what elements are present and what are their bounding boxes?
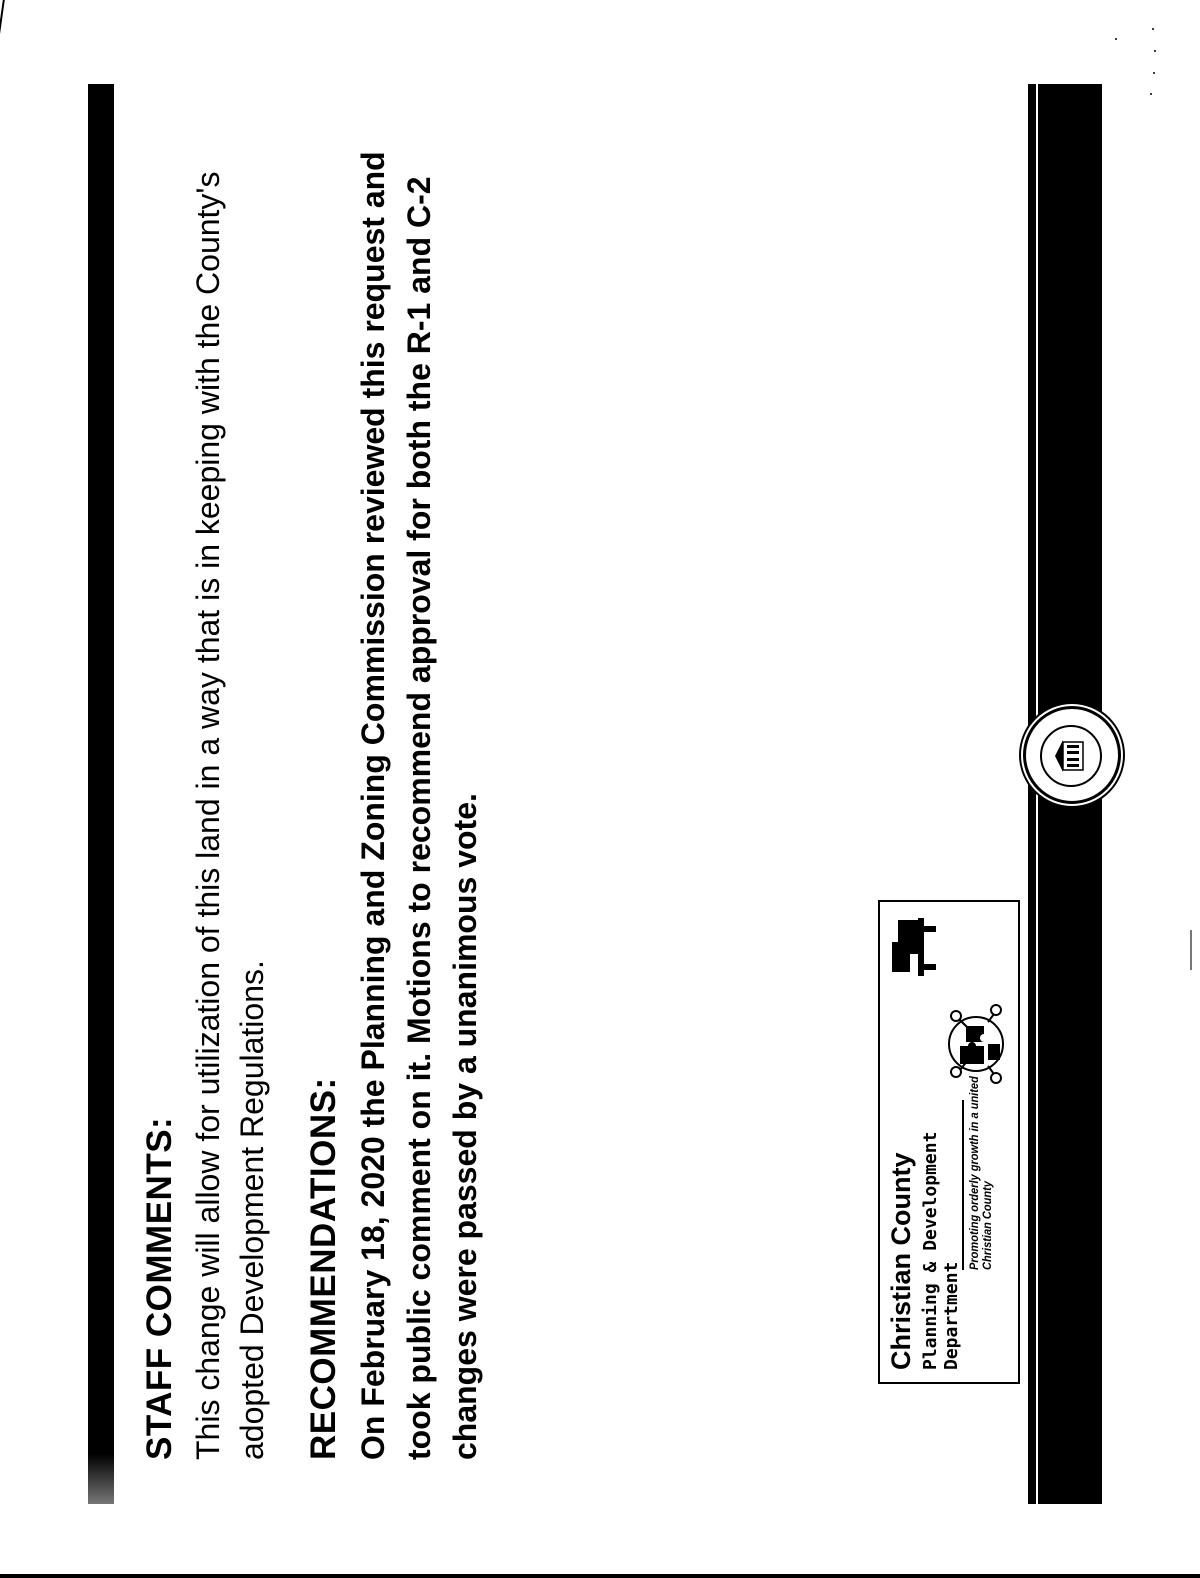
county-seal <box>1023 706 1121 804</box>
courthouse-icon <box>1053 739 1085 773</box>
department-logo <box>878 900 1020 1384</box>
recommendations-text: On February 18, 2020 the Planning and Zoning Commission reviewed this request and took public comment on it. Motions to recommend approval for both the R-1 and C-2 changes were passed by a unanimous vote. <box>355 151 483 1460</box>
puzzle-globe-icon <box>938 996 1010 1092</box>
slide-bottom-thin-bar <box>1028 84 1036 1504</box>
slide-content <box>140 140 488 1460</box>
scan-speck <box>1152 28 1154 30</box>
logo-department-line2: Department <box>941 1261 962 1370</box>
scan-speck <box>1153 72 1155 74</box>
scan-mark <box>1190 930 1192 970</box>
scan-speck <box>1150 93 1152 95</box>
scan-speck <box>1115 38 1117 40</box>
logo-divider <box>962 1100 964 1270</box>
scan-speck <box>1154 50 1156 52</box>
scan-edge-left <box>0 0 5 40</box>
logo-title: Christian County <box>886 1152 916 1370</box>
recommendations-heading: RECOMMENDATIONS: <box>304 1077 343 1460</box>
logo-department <box>920 1132 962 1370</box>
slide <box>88 74 1108 1504</box>
logo-tagline-line2: Christian County <box>980 1181 994 1270</box>
logo-tagline <box>968 1076 994 1270</box>
scan-edge-bottom <box>0 1574 1200 1578</box>
logo-department-line1: Planning & Development <box>920 1131 941 1370</box>
desk-icon <box>888 916 938 978</box>
staff-comments-text: This change will allow for utilization of this land in a way that is in keeping with the County's adopted Development Regulations. <box>190 171 270 1460</box>
staff-comments-heading: STAFF COMMENTS: <box>140 1116 179 1460</box>
logo-tagline-line1: Promoting orderly growth in a united <box>967 1076 981 1270</box>
slide-top-bar <box>88 84 114 1504</box>
